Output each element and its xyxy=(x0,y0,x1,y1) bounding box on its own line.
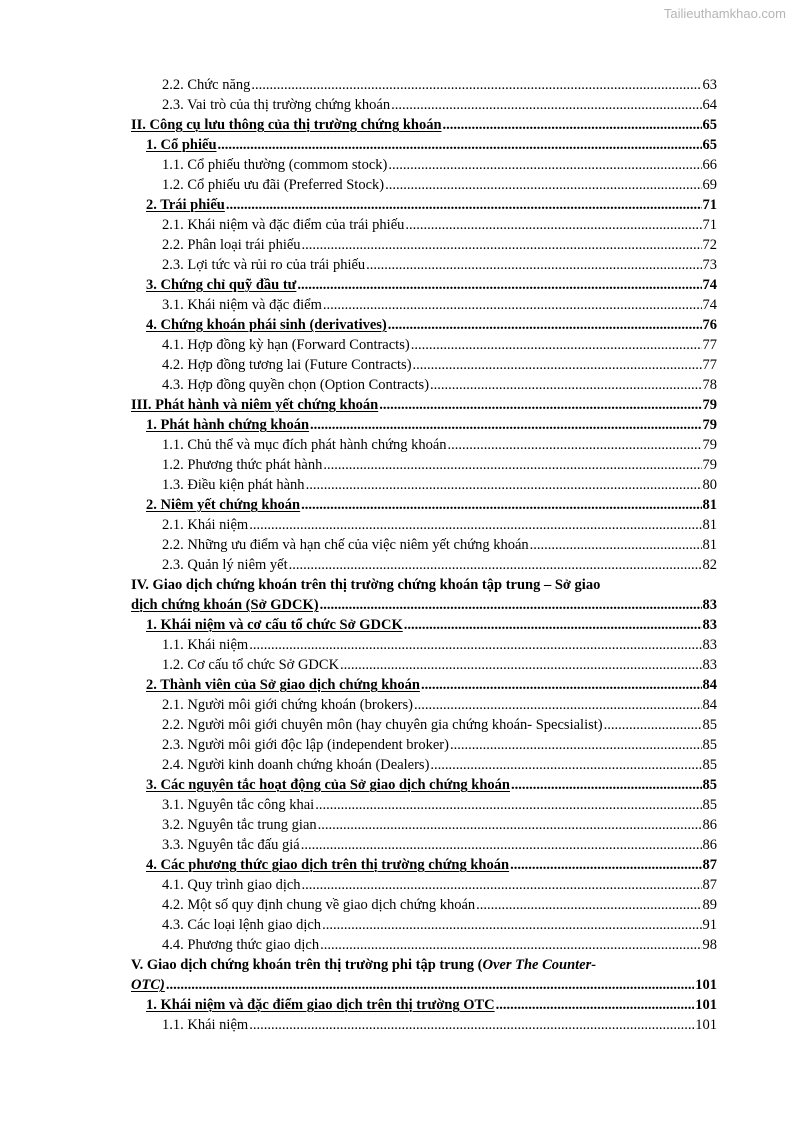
toc-entry-title: 1.1. Cổ phiếu thường (commom stock) xyxy=(162,157,388,173)
toc-page-number: 76 xyxy=(702,317,717,333)
toc-entry-title: 3.2. Nguyên tắc trung gian xyxy=(162,817,317,833)
toc-entry[interactable] xyxy=(131,895,717,915)
toc-heading-text-italic: Over The Counter- xyxy=(482,957,597,973)
toc-page-number: 85 xyxy=(702,717,717,733)
toc-entry-title: 2.3. Quản lý niêm yết xyxy=(162,557,288,573)
toc-page-number: 89 xyxy=(702,897,717,913)
toc-page-number: 69 xyxy=(702,177,717,193)
toc-leader-dots xyxy=(379,395,701,415)
toc-entry[interactable] xyxy=(131,175,717,195)
toc-entry-title: 4.1. Quy trình giao dịch xyxy=(162,877,301,893)
toc-entry[interactable] xyxy=(131,855,717,875)
toc-entry[interactable] xyxy=(131,155,717,175)
toc-entry[interactable] xyxy=(131,495,717,515)
toc-entry-title: 3.1. Nguyên tắc công khai xyxy=(162,797,315,813)
toc-entry-title: 4.3. Các loại lệnh giao dịch xyxy=(162,917,322,933)
toc-leader-dots xyxy=(218,135,702,155)
toc-entry-title: 1. Cổ phiếu xyxy=(146,137,217,153)
toc-entry-title: 2.1. Khái niệm và đặc điểm của trái phiếu xyxy=(162,217,405,233)
toc-leader-dots xyxy=(421,675,702,695)
toc-entry-title: 1.3. Điều kiện phát hành xyxy=(162,477,305,493)
toc-entry[interactable] xyxy=(131,415,717,435)
toc-leader-dots xyxy=(385,175,701,195)
toc-entry-title: 1.1. Chủ thể và mục đích phát hành chứng khoán xyxy=(162,437,447,453)
toc-leader-dots xyxy=(496,995,695,1015)
toc-entry[interactable] xyxy=(131,715,717,735)
toc-page-number: 86 xyxy=(702,837,717,853)
toc-page-number: 91 xyxy=(702,917,717,933)
toc-entry[interactable] xyxy=(131,775,717,795)
toc-page-number: 83 xyxy=(702,657,717,673)
toc-entry-title: 1. Phát hành chứng khoán xyxy=(146,417,310,433)
toc-entry[interactable] xyxy=(131,915,717,935)
toc-entry[interactable] xyxy=(131,355,717,375)
toc-entry[interactable] xyxy=(131,375,717,395)
toc-page-number: 77 xyxy=(702,357,717,373)
toc-leader-dots xyxy=(388,315,702,335)
toc-leader-dots xyxy=(323,295,702,315)
toc-entry[interactable] xyxy=(131,215,717,235)
toc-entry[interactable] xyxy=(131,95,717,115)
toc-entry[interactable] xyxy=(131,75,717,95)
toc-entry[interactable] xyxy=(131,735,717,755)
toc-entry-title: III. Phát hành và niêm yết chứng khoán xyxy=(131,397,379,413)
watermark: Tailieuthamkhao.com xyxy=(663,6,786,21)
toc-page-number: 80 xyxy=(702,477,717,493)
toc-entry-title: 4. Các phương thức giao dịch trên thị trường chứng khoán xyxy=(146,857,510,873)
toc-entry-title: 2.3. Vai trò của thị trường chứng khoán xyxy=(162,97,391,113)
toc-leader-dots xyxy=(226,195,702,215)
toc-leader-dots xyxy=(413,355,702,375)
toc-page-number: 81 xyxy=(702,537,717,553)
toc-entry[interactable] xyxy=(131,135,717,155)
toc-entry-title: 2.3. Người môi giới độc lập (independent broker) xyxy=(162,737,449,753)
toc-entry[interactable] xyxy=(131,115,717,135)
toc-leader-dots xyxy=(404,615,702,635)
toc-page-number: 83 xyxy=(702,637,717,653)
toc-entry[interactable] xyxy=(131,835,717,855)
toc-entry-title: 1.1. Khái niệm xyxy=(162,637,249,653)
toc-page-number: 81 xyxy=(702,497,717,513)
toc-entry[interactable] xyxy=(131,475,717,495)
toc-leader-dots xyxy=(249,515,701,535)
toc-page-number: 83 xyxy=(702,597,717,613)
toc-entry[interactable] xyxy=(131,295,717,315)
toc-page-number: 64 xyxy=(702,97,717,113)
toc-page-number: 101 xyxy=(695,997,717,1013)
toc-entry[interactable] xyxy=(131,795,717,815)
toc-leader-dots xyxy=(323,455,701,475)
toc-heading-text: V. Giao dịch chứng khoán trên thị trường phi tập trung ( xyxy=(131,957,483,973)
toc-entry[interactable] xyxy=(131,635,717,655)
toc-entry-title: 1.1. Khái niệm xyxy=(162,1017,249,1033)
toc-heading-line xyxy=(131,575,717,595)
toc-entry-title: 4.2. Hợp đồng tương lai (Future Contracts) xyxy=(162,357,412,373)
toc-leader-dots xyxy=(318,815,702,835)
toc-entry[interactable] xyxy=(131,1015,717,1035)
toc-leader-dots xyxy=(388,155,701,175)
toc-entry-title: 4.2. Một số quy định chung về giao dịch chứng khoán xyxy=(162,897,476,913)
toc-leader-dots xyxy=(430,755,701,775)
toc-entry-title: 4. Chứng khoán phái sinh (derivatives) xyxy=(146,317,387,333)
toc-entry-title: II. Công cụ lưu thông của thị trường chứng khoán xyxy=(131,117,442,133)
toc-leader-dots xyxy=(302,235,702,255)
toc-page-number: 84 xyxy=(702,677,717,693)
toc-page-number: 79 xyxy=(702,397,717,413)
toc-leader-dots xyxy=(510,855,701,875)
toc-leader-dots xyxy=(249,635,701,655)
toc-entry-title: 1.2. Phương thức phát hành xyxy=(162,457,323,473)
toc-entry[interactable] xyxy=(131,555,717,575)
toc-entry[interactable] xyxy=(131,595,717,615)
toc-entry-title: 1. Khái niệm và cơ cấu tổ chức Sở GDCK xyxy=(146,617,403,633)
toc-entry[interactable] xyxy=(131,535,717,555)
toc-page-number: 85 xyxy=(702,797,717,813)
toc-page-number: 74 xyxy=(702,277,717,293)
toc-entry[interactable] xyxy=(131,235,717,255)
toc-page-number: 79 xyxy=(702,417,717,433)
toc-page-number: 73 xyxy=(702,257,717,273)
toc-entry[interactable] xyxy=(131,755,717,775)
toc-entry[interactable] xyxy=(131,815,717,835)
toc-leader-dots xyxy=(320,595,702,615)
toc-entry[interactable] xyxy=(131,935,717,955)
toc-leader-dots xyxy=(391,95,701,115)
toc-entry-title: 2.3. Lợi tức và rủi ro của trái phiếu xyxy=(162,257,366,273)
toc-page-number: 85 xyxy=(702,757,717,773)
toc-entry-title: 2.2. Những ưu điểm và hạn chế của việc niêm yết chứng khoán xyxy=(162,537,529,553)
toc-entry[interactable] xyxy=(131,395,717,415)
toc-entry-title: 2.2. Chức năng xyxy=(162,77,251,93)
toc-entry-title: 2.4. Người kinh doanh chứng khoán (Dealers) xyxy=(162,757,430,773)
toc-entry[interactable] xyxy=(131,315,717,335)
toc-entry-title: 1. Khái niệm và đặc điểm giao dịch trên thị trường OTC xyxy=(146,997,495,1013)
toc-entry-title: 4.1. Hợp đồng kỳ hạn (Forward Contracts) xyxy=(162,337,410,353)
toc-entry-title: 2.2. Phân loại trái phiếu xyxy=(162,237,301,253)
toc-page-number: 87 xyxy=(702,877,717,893)
toc-page-number: 84 xyxy=(702,697,717,713)
toc-leader-dots xyxy=(448,435,702,455)
toc-entry[interactable] xyxy=(131,995,717,1015)
toc-entry[interactable] xyxy=(131,675,717,695)
toc-entry-title: dịch chứng khoán (Sở GDCK) xyxy=(131,597,319,613)
toc-entry-title: OTC) xyxy=(131,977,165,993)
toc-leader-dots xyxy=(366,255,701,275)
toc-entry-title: 2. Niêm yết chứng khoán xyxy=(146,497,301,513)
toc-leader-dots xyxy=(289,555,702,575)
toc-leader-dots xyxy=(320,935,701,955)
toc-entry[interactable] xyxy=(131,515,717,535)
toc-entry[interactable] xyxy=(131,975,717,995)
table-of-contents xyxy=(131,75,717,1035)
toc-leader-dots xyxy=(450,735,702,755)
toc-heading-text: IV. Giao dịch chứng khoán trên thị trường chứng khoán tập trung – Sở giao xyxy=(131,577,601,593)
toc-entry[interactable] xyxy=(131,195,717,215)
toc-entry[interactable] xyxy=(131,655,717,675)
toc-page-number: 82 xyxy=(702,557,717,573)
toc-page-number: 81 xyxy=(702,517,717,533)
toc-leader-dots xyxy=(249,1015,694,1035)
toc-leader-dots xyxy=(405,215,701,235)
toc-page-number: 83 xyxy=(702,617,717,633)
toc-entry-title: 1.2. Cổ phiếu ưu đãi (Preferred Stock) xyxy=(162,177,385,193)
toc-leader-dots xyxy=(511,775,702,795)
toc-page-number: 77 xyxy=(702,337,717,353)
toc-page-number: 86 xyxy=(702,817,717,833)
toc-heading-line xyxy=(131,955,717,975)
toc-entry[interactable] xyxy=(131,435,717,455)
toc-page-number: 79 xyxy=(702,457,717,473)
toc-entry-title: 3.3. Nguyên tắc đấu giá xyxy=(162,837,300,853)
toc-entry-title: 2.2. Người môi giới chuyên môn (hay chuyên gia chứng khoán- Specsialist) xyxy=(162,717,603,733)
toc-leader-dots xyxy=(443,115,702,135)
toc-page-number: 98 xyxy=(702,937,717,953)
toc-leader-dots xyxy=(301,495,701,515)
toc-page-number: 87 xyxy=(702,857,717,873)
toc-leader-dots xyxy=(251,75,701,95)
toc-leader-dots xyxy=(301,835,702,855)
toc-page-number: 65 xyxy=(702,117,717,133)
toc-leader-dots xyxy=(411,335,702,355)
toc-page-number: 101 xyxy=(695,977,717,993)
toc-page-number: 101 xyxy=(695,1017,717,1033)
toc-entry[interactable] xyxy=(131,615,717,635)
toc-entry-title: 2.1. Khái niệm xyxy=(162,517,249,533)
toc-leader-dots xyxy=(306,475,702,495)
toc-entry-title: 2. Trái phiếu xyxy=(146,197,225,213)
toc-page-number: 71 xyxy=(702,197,717,213)
toc-leader-dots xyxy=(476,895,701,915)
toc-entry[interactable] xyxy=(131,455,717,475)
toc-page-number: 71 xyxy=(702,217,717,233)
toc-entry-title: 3.1. Khái niệm và đặc điểm xyxy=(162,297,322,313)
toc-leader-dots xyxy=(322,915,701,935)
toc-leader-dots xyxy=(530,535,702,555)
toc-leader-dots xyxy=(430,375,701,395)
toc-page-number: 79 xyxy=(702,437,717,453)
toc-page-number: 85 xyxy=(702,777,717,793)
toc-entry[interactable] xyxy=(131,875,717,895)
toc-leader-dots xyxy=(302,875,702,895)
toc-page-number: 74 xyxy=(702,297,717,313)
toc-entry[interactable] xyxy=(131,275,717,295)
toc-leader-dots xyxy=(604,715,702,735)
toc-leader-dots xyxy=(297,275,701,295)
toc-entry-title: 2.1. Người môi giới chứng khoán (brokers) xyxy=(162,697,413,713)
toc-page-number: 63 xyxy=(702,77,717,93)
toc-page-number: 66 xyxy=(702,157,717,173)
toc-leader-dots xyxy=(310,415,701,435)
toc-entry[interactable] xyxy=(131,335,717,355)
toc-page-number: 85 xyxy=(702,737,717,753)
toc-entry[interactable] xyxy=(131,255,717,275)
toc-page-number: 72 xyxy=(702,237,717,253)
toc-leader-dots xyxy=(315,795,701,815)
toc-entry-title: 4.3. Hợp đồng quyền chọn (Option Contracts) xyxy=(162,377,430,393)
toc-leader-dots xyxy=(340,655,701,675)
toc-page-number: 78 xyxy=(702,377,717,393)
toc-entry-title: 3. Các nguyên tắc hoạt động của Sở giao dịch chứng khoán xyxy=(146,777,510,793)
toc-entry-title: 2. Thành viên của Sở giao dịch chứng khoán xyxy=(146,677,420,693)
toc-leader-dots xyxy=(166,975,694,995)
toc-leader-dots xyxy=(414,695,702,715)
toc-page-number: 65 xyxy=(702,137,717,153)
toc-entry-title: 1.2. Cơ cấu tổ chức Sở GDCK xyxy=(162,657,340,673)
toc-entry[interactable] xyxy=(131,695,717,715)
toc-entry-title: 4.4. Phương thức giao dịch xyxy=(162,937,320,953)
toc-entry-title: 3. Chứng chỉ quỹ đầu tư xyxy=(146,277,297,293)
